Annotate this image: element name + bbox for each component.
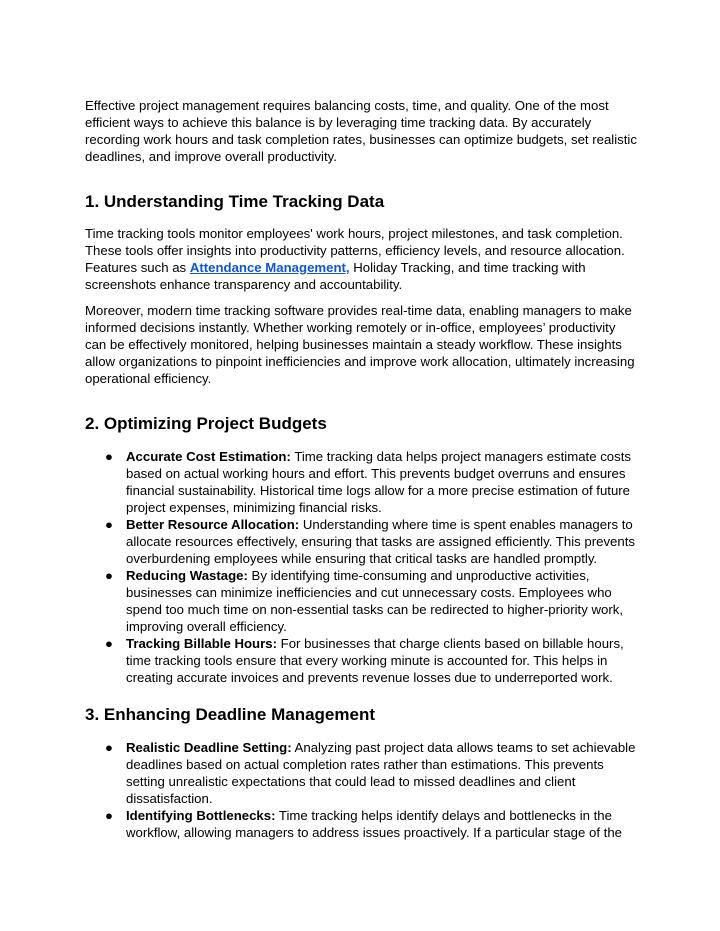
section-1-paragraph-1 (85, 225, 637, 293)
list-item-title: Tracking Billable Hours: (126, 636, 277, 651)
section-1-paragraph-2: Moreover, modern time tracking software provides real-time data, enabling managers to make informed decisions instantly. Whether working remotely or in-office, employees’ productivity can be effectively monitored, helping businesses maintain a steady workflow. These insights allow organizations to pinpoint inefficiencies and improve work allocation, ultimately increasing operational efficiency. (85, 303, 635, 386)
list-item (85, 448, 637, 516)
attendance-management-link[interactable]: Attendance Management, (189, 260, 350, 275)
paragraph-text: Holiday Tracking, and time tracking with screenshots enhance transparency and accountability. (85, 260, 586, 292)
section-2-list (85, 448, 637, 686)
bullet-icon: ● (105, 517, 113, 532)
list-item-title: Accurate Cost Estimation: (126, 449, 291, 464)
section-1-heading: 1. Understanding Time Tracking Data (85, 192, 385, 211)
list-item (85, 739, 637, 807)
list-item-text: Analyzing past project data allows teams to set achievable deadlines based on actual completion rates rather than estimations. This prevents setting unrealistic expectations that could lead to missed deadlines and client dissatisfaction. (126, 740, 636, 806)
section-3-heading: 3. Enhancing Deadline Management (85, 705, 376, 724)
list-item (85, 635, 637, 686)
list-item-title: Better Resource Allocation: (126, 517, 300, 532)
bullet-icon: ● (105, 808, 113, 823)
list-item-text: Time tracking data helps project managers estimate costs based on actual working hours and effort. This prevents budget overruns and ensures financial sustainability. Historical time logs allow for a more precise estimation of future project expenses, minimizing financial risks. (126, 449, 631, 515)
section-3-list (85, 739, 637, 841)
list-item-title: Reducing Wastage: (126, 568, 248, 583)
bullet-icon: ● (105, 636, 113, 651)
list-item (85, 516, 637, 567)
list-item-title: Identifying Bottlenecks: (126, 808, 276, 823)
bullet-icon: ● (105, 568, 113, 583)
list-item-text: For businesses that charge clients based on billable hours, time tracking tools ensure that every working minute is accounted for. This helps in creating accurate invoices and prevents revenue losses due to underreported work. (126, 636, 624, 685)
list-item (85, 807, 637, 841)
list-item-text: Understanding where time is spent enables managers to allocate resources effectively, ensuring that tasks are assigned efficiently. This prevents overburdening employees while ensuring that critical tasks are handled promptly. (126, 517, 635, 566)
document-body (85, 97, 637, 841)
intro-paragraph: Effective project management requires balancing costs, time, and quality. One of the most efficient ways to achieve this balance is by leveraging time tracking data. By accurately recording work hours and task completion rates, businesses can optimize budgets, set realistic deadlines, and improve overall productivity. (85, 98, 637, 164)
section-2-heading: 2. Optimizing Project Budgets (85, 414, 327, 433)
list-item-text: Time tracking helps identify delays and bottlenecks in the workflow, allowing managers to address issues proactively. If a particular stage of the (126, 808, 622, 840)
bullet-icon: ● (105, 449, 113, 464)
list-item-text: By identifying time-consuming and unproductive activities, businesses can minimize inefficiencies and cut unnecessary costs. Employees who spend too much time on non-essential tasks can be redirected to higher-priority work, improving overall efficiency. (126, 568, 623, 634)
list-item-title: Realistic Deadline Setting: (126, 740, 292, 755)
paragraph-text: Time tracking tools monitor employees' work hours, project milestones, and task completion. These tools offer insights into productivity patterns, efficiency levels, and resource allocation. Features such as (85, 226, 625, 275)
bullet-icon: ● (105, 740, 113, 755)
list-item (85, 567, 637, 635)
